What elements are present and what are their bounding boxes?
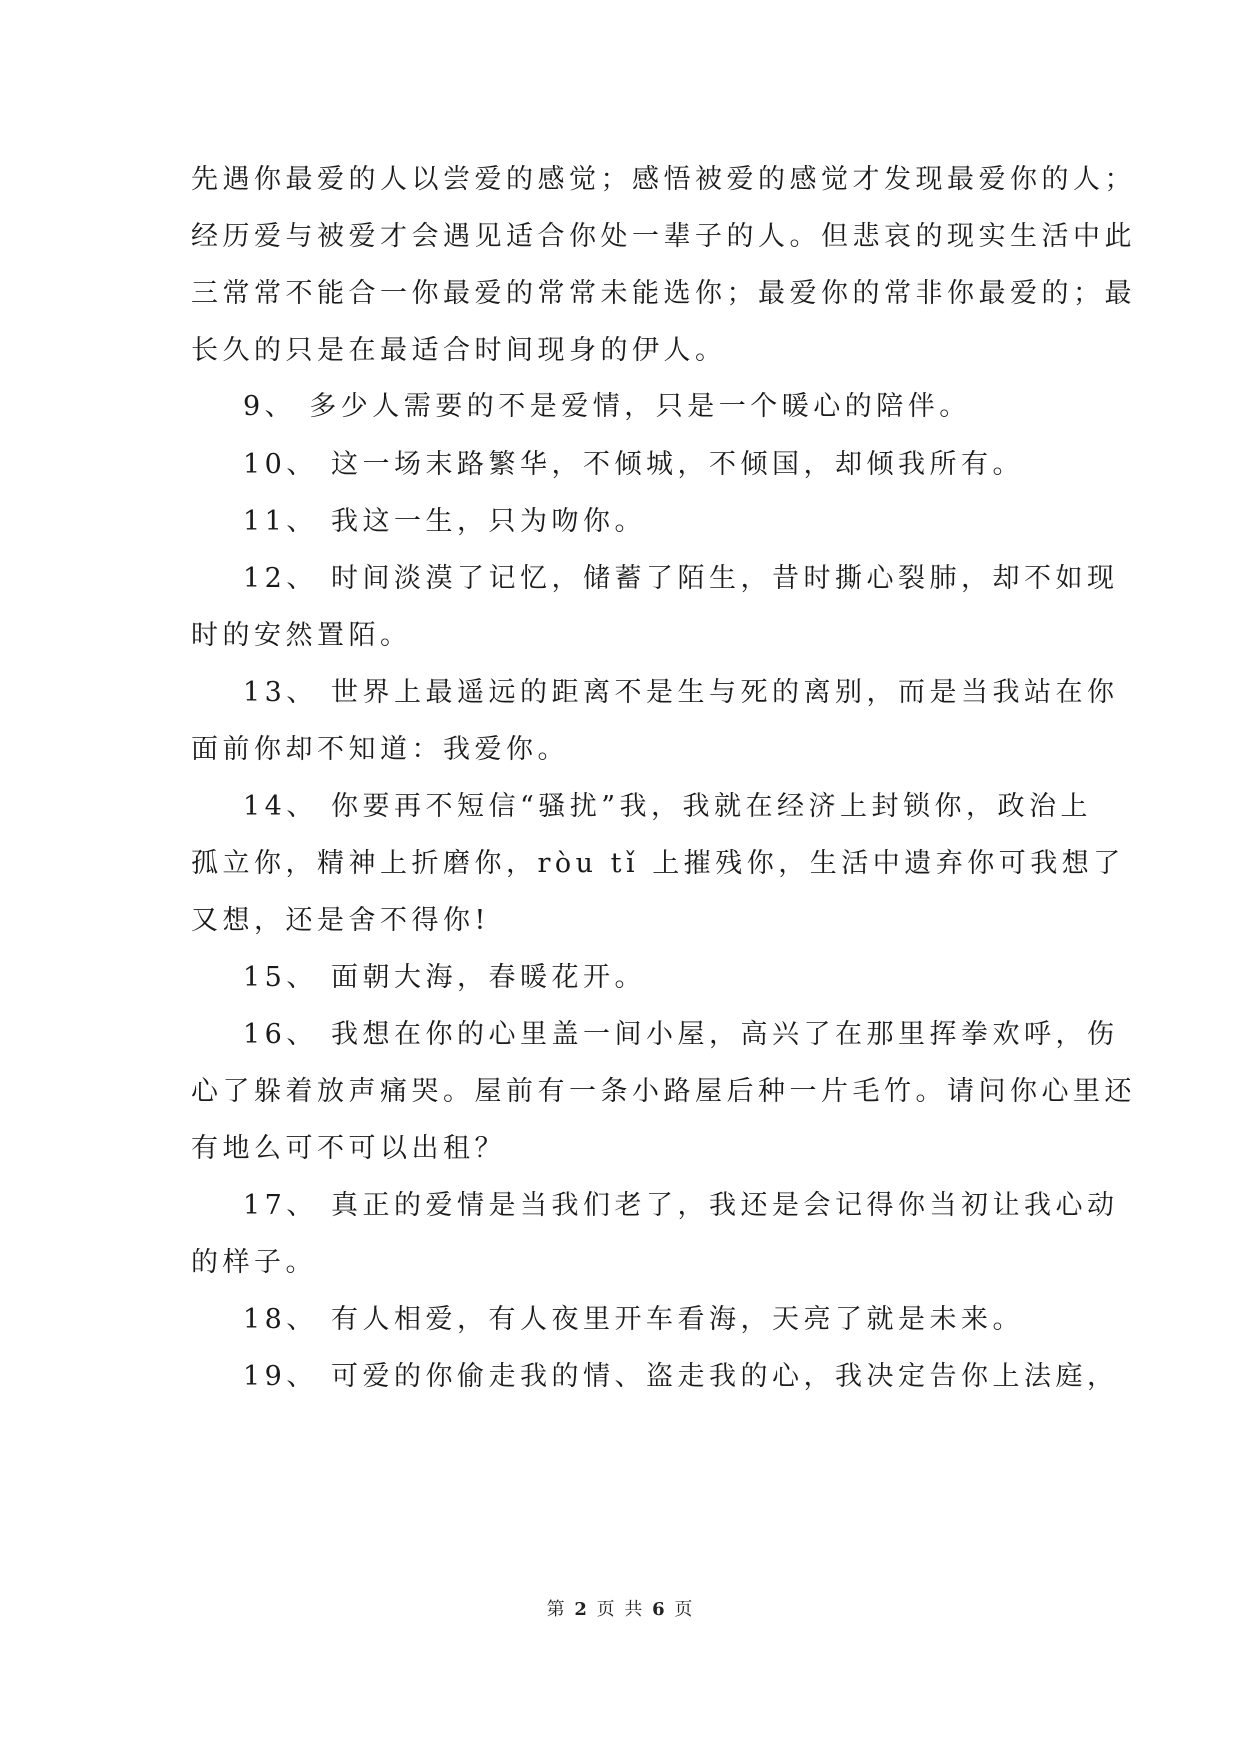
text-line: 时的安然置陌。 — [191, 620, 412, 651]
list-item: 9、 多少人需要的不是爱情，只是一个暖心的陪伴。 — [243, 391, 971, 422]
list-item: 19、 可爱的你偷走我的情、盗走我的心，我决定告你上法庭， — [243, 1361, 1119, 1392]
page-footer — [0, 1598, 1241, 1622]
list-item: 18、 有人相爱，有人夜里开车看海，天亮了就是未来。 — [243, 1304, 1024, 1335]
text-line: 先遇你最爱的人以尝爱的感觉；感悟被爱的感觉才发现最爱你的人； — [191, 164, 1136, 195]
text-line: 三常常不能合一你最爱的常常未能选你；最爱你的常非你最爱的；最 — [191, 278, 1136, 309]
list-item: 16、 我想在你的心里盖一间小屋，高兴了在那里挥拳欢呼，伤 — [243, 1019, 1119, 1050]
text-line: 的样子。 — [191, 1247, 317, 1278]
text-line: 又想，还是舍不得你! — [191, 905, 490, 936]
list-item: 11、 我这一生，只为吻你。 — [243, 506, 646, 537]
text-line: 面前你却不知道：我爱你。 — [191, 734, 569, 765]
text-line: 孤立你，精神上折磨你，ròu tǐ 上摧残你，生活中遗弃你可我想了 — [191, 848, 1125, 879]
current-page-number: 2 — [574, 1599, 589, 1620]
text-line: 心了躲着放声痛哭。屋前有一条小路屋后种一片毛竹。请问你心里还 — [191, 1076, 1136, 1107]
text-line: 有地么可不可以出租？ — [191, 1133, 506, 1164]
list-item: 10、 这一场末路繁华，不倾城，不倾国，却倾我所有。 — [243, 449, 1024, 480]
footer-middle: 页 共 — [596, 1599, 645, 1620]
total-page-count: 6 — [652, 1599, 667, 1620]
list-item: 13、 世界上最遥远的距离不是生与死的离别，而是当我站在你 — [243, 677, 1119, 708]
list-item: 15、 面朝大海，春暖花开。 — [243, 962, 646, 993]
text-line: 长久的只是在最适合时间现身的伊人。 — [191, 335, 727, 366]
footer-prefix: 第 — [546, 1599, 567, 1620]
list-item: 14、 你要再不短信“骚扰”我，我就在经济上封锁你，政治上 — [243, 791, 1093, 822]
list-item: 12、 时间淡漠了记忆，储蓄了陌生，昔时撕心裂肺，却不如现 — [243, 563, 1119, 594]
list-item: 17、 真正的爱情是当我们老了，我还是会记得你当初让我心动 — [243, 1190, 1119, 1221]
text-line: 经历爱与被爱才会遇见适合你处一辈子的人。但悲哀的现实生活中此 — [191, 221, 1136, 252]
footer-suffix: 页 — [674, 1599, 695, 1620]
